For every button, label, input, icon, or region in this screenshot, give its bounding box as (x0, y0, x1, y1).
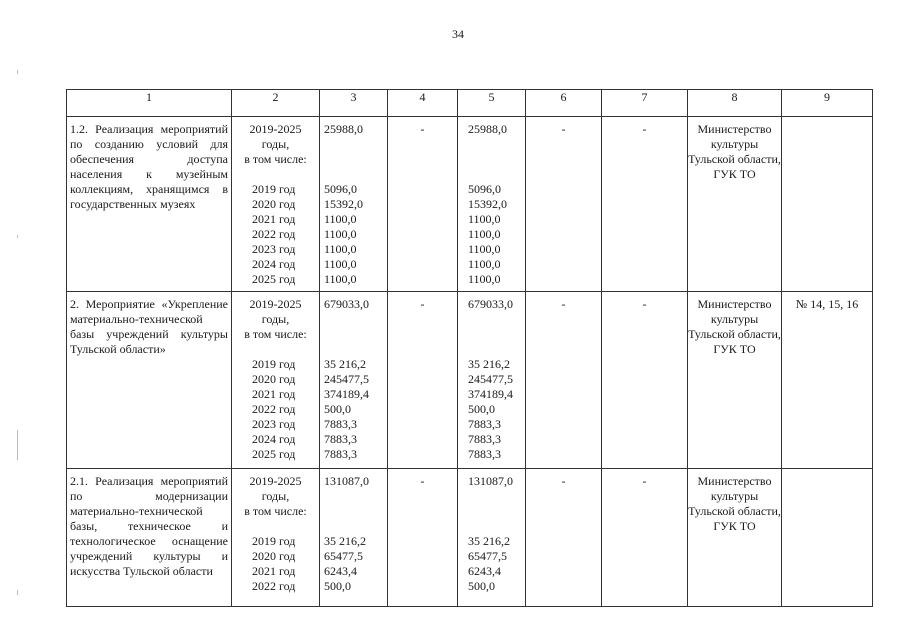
year-label: 2022 год (252, 227, 296, 241)
amount-value: 15392,0 (324, 197, 363, 211)
page-number: 34 (452, 27, 464, 41)
period-including: в том числе: (244, 327, 307, 341)
amount-value: 245477,5 (468, 372, 513, 386)
years-list (234, 182, 317, 287)
amount-value: 1100,0 (324, 257, 357, 271)
amount-value: 65477,5 (324, 549, 363, 563)
column-header: 8 (688, 90, 782, 117)
funding-regional-cell (458, 117, 526, 292)
table-row (67, 469, 873, 607)
amount-value: 35 216,2 (324, 534, 366, 548)
activity-description: 1.2. Реализация мероприятий по созданию условий для обеспечения доступа населения к музейным коллекциям, хранящимся в государственных музеях (67, 117, 232, 292)
column-header: 2 (232, 90, 320, 117)
funding-total: 25988,0 (324, 122, 363, 136)
year-label: 2024 год (252, 432, 296, 446)
col7-value: - (602, 117, 688, 292)
column-header: 1 (67, 90, 232, 117)
year-label: 2020 год (252, 549, 296, 563)
amount-value: 6243,4 (324, 564, 357, 578)
period-range: 2019-2025 (249, 474, 302, 488)
amount-value: 65477,5 (468, 549, 507, 563)
funding-total-cell (320, 292, 388, 469)
year-label: 2025 год (252, 447, 296, 461)
activity-description: 2. Мероприятие «Укрепление материально-технической базы учреждений культуры Тульской области» (67, 292, 232, 469)
amount-value: 7883,3 (324, 432, 357, 446)
col4-value: - (388, 469, 458, 607)
scan-mark (17, 70, 18, 74)
program-table (66, 89, 873, 607)
year-label: 2019 год (252, 182, 296, 196)
amount-value: 500,0 (468, 402, 495, 416)
year-label: 2023 год (252, 242, 296, 256)
amount-value: 1100,0 (324, 242, 357, 256)
activity-description: 2.1. Реализация мероприятий по модернизации материально-технической базы, техническое и технологическое оснащение учреждений культуры и искусства Тульской области (67, 469, 232, 607)
funding-total: 131087,0 (324, 474, 369, 488)
column-header: 3 (320, 90, 388, 117)
col6-value: - (526, 117, 602, 292)
amount-value: 1100,0 (468, 272, 501, 286)
period-including: в том числе: (244, 504, 307, 518)
table-row (67, 117, 873, 292)
funding-total: 131087,0 (468, 474, 513, 488)
amount-value: 1100,0 (468, 212, 501, 226)
year-label: 2020 год (252, 372, 296, 386)
year-label: 2024 год (252, 257, 296, 271)
funding-total: 679033,0 (468, 297, 513, 311)
amount-value: 35 216,2 (468, 534, 510, 548)
years-list (234, 534, 317, 594)
column-header: 5 (458, 90, 526, 117)
amount-value: 374189,4 (468, 387, 513, 401)
scan-mark (17, 590, 18, 595)
amount-value: 500,0 (324, 402, 351, 416)
column-header: 6 (526, 90, 602, 117)
column-header: 7 (602, 90, 688, 117)
scan-mark (17, 235, 18, 238)
indicator-note: № 14, 15, 16 (782, 292, 873, 469)
indicator-note (782, 117, 873, 292)
year-label: 2019 год (252, 534, 296, 548)
period-note: годы, (261, 312, 290, 326)
amount-value: 1100,0 (324, 227, 357, 241)
table-row (67, 292, 873, 469)
amounts-list (468, 534, 521, 594)
col4-value: - (388, 117, 458, 292)
column-header: 9 (782, 90, 873, 117)
amounts-list (468, 357, 521, 462)
year-label: 2021 год (252, 564, 296, 578)
year-label: 2023 год (252, 417, 296, 431)
year-label: 2021 год (252, 212, 296, 226)
amount-value: 500,0 (324, 579, 351, 593)
year-label: 2019 год (252, 357, 296, 371)
executor: Министерство культуры Тульской области, ГУК ТО (688, 117, 782, 292)
col6-value: - (526, 469, 602, 607)
amount-value: 6243,4 (468, 564, 501, 578)
funding-total-cell (320, 117, 388, 292)
funding-regional-cell (458, 469, 526, 607)
period-including: в том числе: (244, 152, 307, 166)
funding-total-cell (320, 469, 388, 607)
col4-value: - (388, 292, 458, 469)
period-cell (232, 469, 320, 607)
amount-value: 7883,3 (324, 417, 357, 431)
amounts-list (468, 182, 521, 287)
executor: Министерство культуры Тульской области, ГУК ТО (688, 469, 782, 607)
year-label: 2022 год (252, 579, 296, 593)
amount-value: 1100,0 (468, 257, 501, 271)
year-label: 2022 год (252, 402, 296, 416)
year-label: 2025 год (252, 272, 296, 286)
year-label: 2021 год (252, 387, 296, 401)
year-label: 2020 год (252, 197, 296, 211)
amount-value: 7883,3 (324, 447, 357, 461)
period-note: годы, (261, 137, 290, 151)
amount-value: 7883,3 (468, 432, 501, 446)
amount-value: 35 216,2 (468, 357, 510, 371)
amount-value: 15392,0 (468, 197, 507, 211)
header-row (67, 90, 873, 117)
amount-value: 7883,3 (468, 417, 501, 431)
period-cell (232, 117, 320, 292)
period-note: годы, (261, 489, 290, 503)
executor: Министерство культуры Тульской области, ГУК ТО (688, 292, 782, 469)
amount-value: 1100,0 (324, 212, 357, 226)
funding-regional-cell (458, 292, 526, 469)
col6-value: - (526, 292, 602, 469)
amounts-list (324, 534, 383, 594)
years-list (234, 357, 317, 462)
amounts-list (324, 357, 383, 462)
amount-value: 5096,0 (468, 182, 501, 196)
amount-value: 1100,0 (324, 272, 357, 286)
period-range: 2019-2025 (249, 297, 302, 311)
period-range: 2019-2025 (249, 122, 302, 136)
amount-value: 1100,0 (468, 242, 501, 256)
scan-mark (17, 430, 18, 460)
amount-value: 1100,0 (468, 227, 501, 241)
funding-total: 679033,0 (324, 297, 369, 311)
col7-value: - (602, 292, 688, 469)
amount-value: 7883,3 (468, 447, 501, 461)
amount-value: 500,0 (468, 579, 495, 593)
column-header: 4 (388, 90, 458, 117)
amount-value: 35 216,2 (324, 357, 366, 371)
amount-value: 245477,5 (324, 372, 369, 386)
amounts-list (324, 182, 383, 287)
funding-total: 25988,0 (468, 122, 507, 136)
amount-value: 374189,4 (324, 387, 369, 401)
amount-value: 5096,0 (324, 182, 357, 196)
indicator-note (782, 469, 873, 607)
period-cell (232, 292, 320, 469)
col7-value: - (602, 469, 688, 607)
